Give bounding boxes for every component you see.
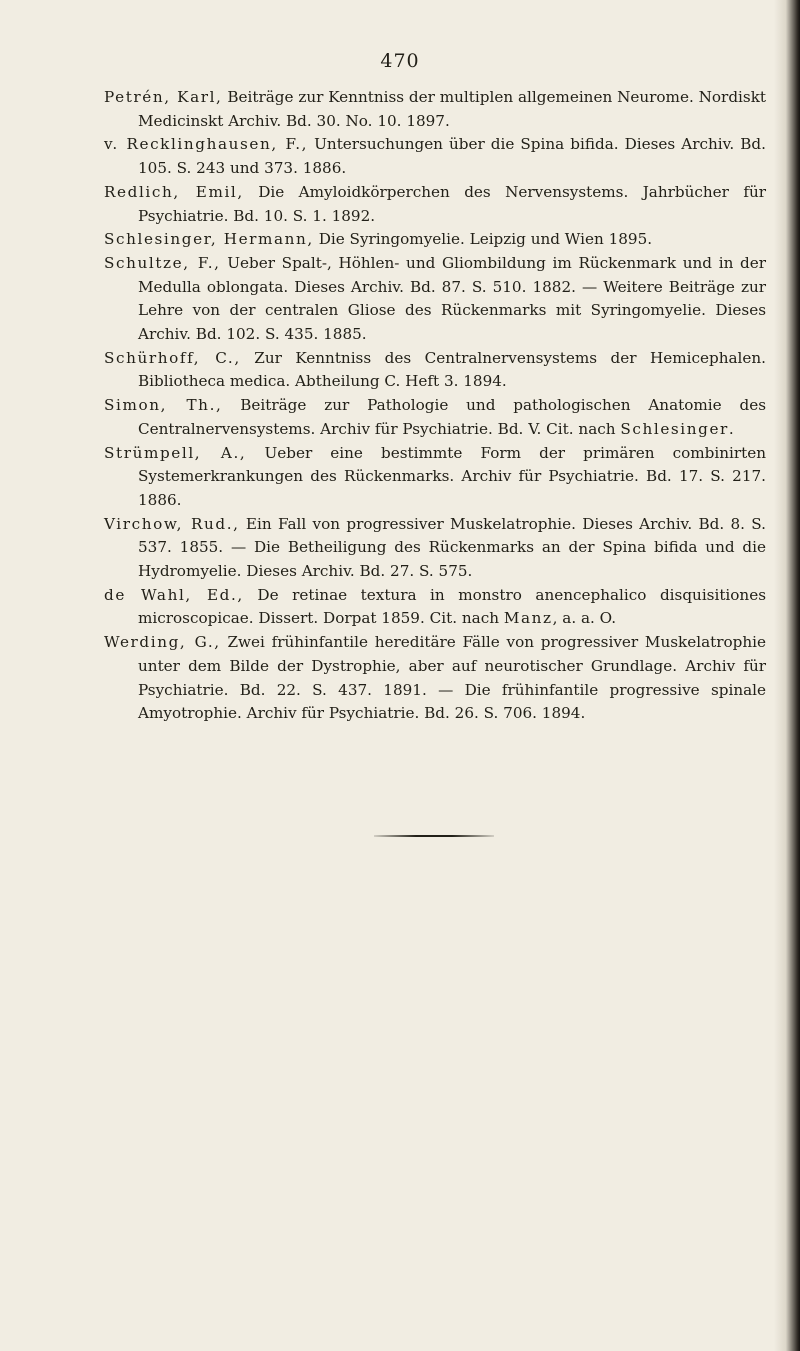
reference-entry [104, 347, 766, 394]
reference-text: Beiträge zur Pathologie und pathologischen Anatomie des Centralnervensystems. Archiv für Psychiatrie. Bd. V. Cit. nach [138, 396, 766, 438]
reference-entry [104, 513, 766, 584]
reference-text: De retinae textura in monstro anencephalico disquisitiones microscopicae. Dissert. Dorpat 1859. Cit. nach [138, 585, 766, 628]
reference-text-end: , a. a. O. [552, 609, 617, 628]
book-spine-shadow [774, 0, 800, 1351]
reference-entry [104, 394, 766, 441]
reference-text: Ein Fall von progressiver Muskelatrophie. Dieses Archiv. Bd. 8. S. 537. 1855. — Die Betheiligung des Rückenmarks an der Spina bifida und die Hydromyelie. Dieses Archiv. Bd. 27. S. 575. [138, 514, 766, 581]
closing-rule [374, 835, 494, 837]
reference-author: Schultze, F., [104, 253, 221, 272]
reference-entry [104, 133, 766, 180]
reference-entry [104, 442, 766, 513]
reference-author: Schlesinger, Hermann, [104, 230, 314, 249]
reference-text: Ueber eine bestimmte Form der primären combinirten Systemerkrankungen des Rückenmarks. Archiv für Psychiatrie. Bd. 17. S. 217. 1886. [138, 443, 767, 509]
reference-text: Beiträge zur Kenntniss der multiplen allgemeinen Neurome. Nordiskt Medicinskt Archiv. Bd. 30. No. 10. 1897. [138, 88, 767, 130]
reference-author: Strümpell, A., [104, 443, 247, 462]
reference-author: Virchow, Rud., [104, 514, 240, 533]
reference-entry [104, 631, 766, 726]
reference-entry [104, 86, 766, 133]
reference-text-end: . [728, 419, 734, 438]
cited-author: Schlesinger [620, 419, 729, 438]
reference-author: Petrén, Karl, [104, 88, 223, 106]
reference-entry [104, 181, 766, 228]
reference-list [104, 86, 766, 726]
reference-text: Untersuchungen über die Spina bifida. Dieses Archiv. Bd. 105. S. 243 und 373. 1886. [138, 135, 766, 178]
reference-entry [104, 252, 766, 347]
reference-text: Die Amyloidkörperchen des Nervensystems. Jahrbücher für Psychiatrie. Bd. 10. S. 1. 1892. [138, 182, 766, 225]
reference-entry [104, 228, 766, 252]
reference-author: Schürhoff, C., [104, 348, 241, 367]
reference-author: Werding, G., [104, 633, 221, 652]
cited-author: Manz [503, 609, 553, 628]
reference-entry [104, 584, 766, 631]
reference-author: Redlich, Emil, [104, 182, 244, 201]
reference-text: Ueber Spalt-, Höhlen- und Gliombildung im Rückenmark und in der Medulla oblongata. Dieses Archiv. Bd. 87. S. 510. 1882. — Weitere Beiträge zur Lehre von der centralen Gliose des Rückenmarks mit Syringomyelie. Dieses Archiv. Bd. 102. S. 435. 1885. [138, 253, 766, 344]
reference-author: de Wahl, Ed., [104, 585, 244, 604]
reference-text: Zur Kenntniss des Centralnervensystems der Hemicephalen. Bibliotheca medica. Abtheilung C. Heft 3. 1894. [138, 348, 766, 391]
reference-author: Simon, Th., [104, 396, 223, 415]
reference-author: v. Recklinghausen, F., [104, 135, 309, 154]
reference-text: Die Syringomyelie. Leipzig und Wien 1895. [313, 230, 653, 249]
reference-text: Zwei frühinfantile hereditäre Fälle von progressiver Muskelatrophie unter dem Bilde der Dystrophie, aber auf neurotischer Grundlage. Archiv für Psychiatrie. Bd. 22. S. 437. 1891. — Die frühinfantile progressive spinale Amyotrophie. Archiv für Psychiatrie. Bd. 26. S. 706. 1894. [138, 633, 766, 723]
page-number: 470 [380, 50, 420, 72]
